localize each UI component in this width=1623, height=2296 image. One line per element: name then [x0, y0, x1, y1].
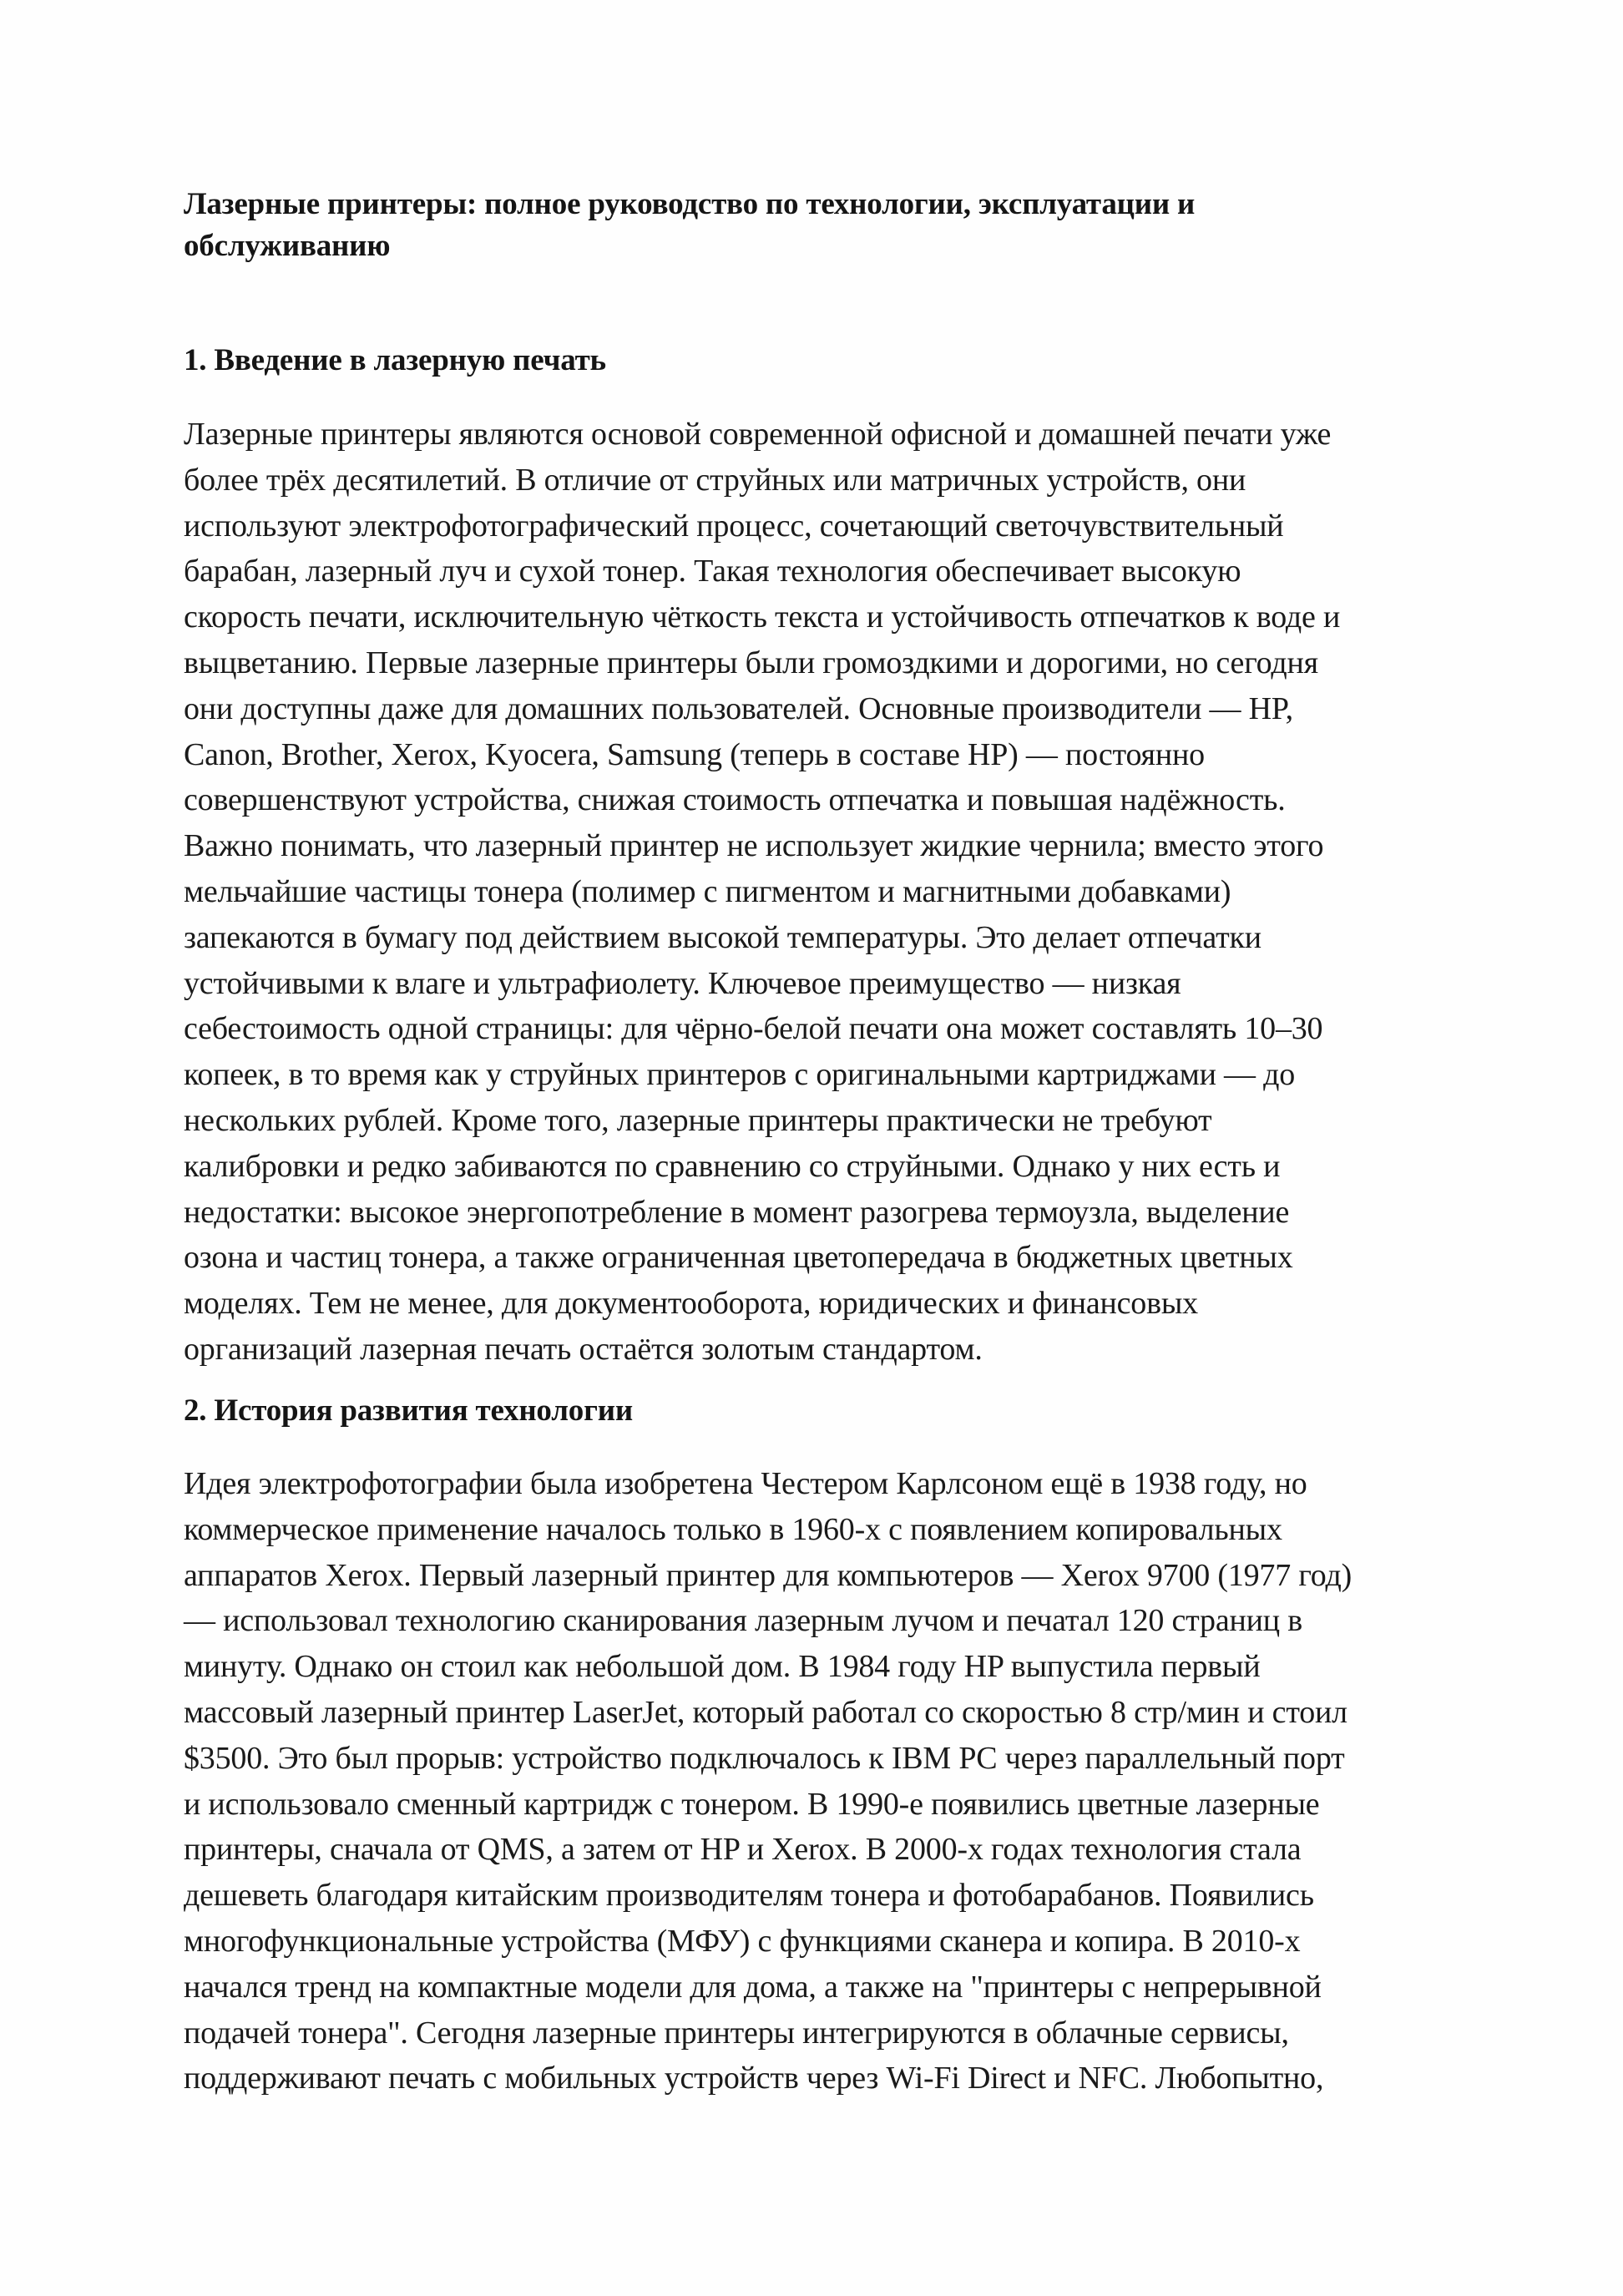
paragraph-line: они доступны даже для домашних пользователей. Основные производители — HP, — [184, 690, 1293, 726]
paragraph-line: Лазерные принтеры являются основой современной офисной и домашней печати уже — [184, 417, 1332, 452]
paragraph-line: копеек, в то время как у струйных принтеров с оригинальными картриджами — до — [184, 1057, 1296, 1093]
document-title — [184, 184, 1453, 267]
paragraph-line: барабан, лазерный луч и сухой тонер. Такая технология обеспечивает высокую — [184, 554, 1241, 589]
paragraph-line: скорость печати, исключительную чёткость текста и устойчивость отпечатков к воде и — [184, 599, 1341, 635]
paragraph-line: моделях. Тем не менее, для документооборота, юридических и финансовых — [184, 1286, 1198, 1322]
paragraph-line: минуту. Однако он стоил как небольшой дом. В 1984 году HP выпустила первый — [184, 1649, 1261, 1685]
paragraph-line: Важно понимать, что лазерный принтер не использует жидкие чернила; вместо этого — [184, 828, 1324, 864]
paragraph-line: принтеры, сначала от QMS, а затем от HP и Xerox. В 2000-х годах технология стала — [184, 1832, 1302, 1868]
paragraph-line: организаций лазерная печать остаётся золотым стандартом. — [184, 1331, 983, 1367]
paragraph-line: недостатки: высокое энергопотребление в момент разогрева термоузла, выделение — [184, 1194, 1290, 1230]
paragraph-line: аппаратов Xerox. Первый лазерный принтер для компьютеров — Xerox 9700 (1977 год) — [184, 1557, 1352, 1593]
paragraph-line: мельчайшие частицы тонера (полимер с пигментом и магнитными добавками) — [184, 873, 1231, 909]
paragraph-line: многофункциональные устройства (МФУ) с функциями сканера и копира. В 2010-х — [184, 1923, 1301, 1959]
paragraph-line: $3500. Это был прорыв: устройство подключалось к IBM PC через параллельный порт — [184, 1740, 1345, 1776]
paragraph-line: Canon, Brother, Xerox, Kyocera, Samsung (теперь в составе HP) — постоянно — [184, 736, 1205, 772]
paragraph-line: озона и частиц тонера, а также ограниченная цветопередача в бюджетных цветных — [184, 1240, 1293, 1276]
paragraph-line: нескольких рублей. Кроме того, лазерные принтеры практически не требуют — [184, 1102, 1212, 1138]
section-2-heading — [184, 1388, 1453, 1434]
section-heading-text: 1. Введение в лазерную печать — [184, 343, 606, 377]
section-heading-text: 2. История развития технологии — [184, 1393, 633, 1428]
paragraph-line: массовый лазерный принтер LaserJet, который работал со скоростью 8 стр/мин и стоил — [184, 1694, 1347, 1730]
section-1-paragraph — [184, 412, 1453, 1373]
paragraph-line: используют электрофотографический процесс, сочетающий светочувствительный — [184, 508, 1284, 544]
section-1-heading — [184, 338, 1453, 384]
paragraph-line: калибровки и редко забиваются по сравнению со струйными. Однако у них есть и — [184, 1148, 1281, 1184]
paragraph-line: выцветанию. Первые лазерные принтеры были громоздкими и дорогими, но сегодня — [184, 645, 1318, 680]
paragraph-line: устойчивыми к влаге и ультрафиолету. Ключевое преимущество — низкая — [184, 965, 1181, 1001]
paragraph-line: начался тренд на компактные модели для дома, а также на "принтеры с непрерывной — [184, 1969, 1322, 2005]
section-2-paragraph — [184, 1461, 1453, 2101]
paragraph-line: совершенствуют устройства, снижая стоимость отпечатка и повышая надёжность. — [184, 782, 1286, 818]
paragraph-line: более трёх десятилетий. В отличие от струйных или матричных устройств, они — [184, 462, 1246, 498]
paragraph-line: Идея электрофотографии была изобретена Честером Карлсоном ещё в 1938 году, но — [184, 1466, 1307, 1501]
title-line: обслуживанию — [184, 229, 391, 263]
paragraph-line: себестоимость одной страницы: для чёрно-белой печати она может составлять 10–30 — [184, 1011, 1323, 1047]
paragraph-line: поддерживают печать с мобильных устройств через Wi-Fi Direct и NFC. Любопытно, — [184, 2061, 1324, 2096]
paragraph-line: — использовал технологию сканирования лазерным лучом и печатал 120 страниц в — [184, 1603, 1302, 1639]
title-line: Лазерные принтеры: полное руководство по технологии, эксплуатации и — [184, 187, 1196, 221]
paragraph-line: запекаются в бумагу под действием высокой температуры. Это делает отпечатки — [184, 919, 1261, 955]
paragraph-line: коммерческое применение началось только в 1960-х с появлением копировальных — [184, 1511, 1282, 1547]
paragraph-line: дешеветь благодаря китайским производителям тонера и фотобарабанов. Появились — [184, 1878, 1314, 1914]
paragraph-line: и использовало сменный картридж с тонером. В 1990-е появились цветные лазерные — [184, 1786, 1320, 1822]
paragraph-line: подачей тонера". Сегодня лазерные принтеры интегрируются в облачные сервисы, — [184, 2015, 1289, 2051]
